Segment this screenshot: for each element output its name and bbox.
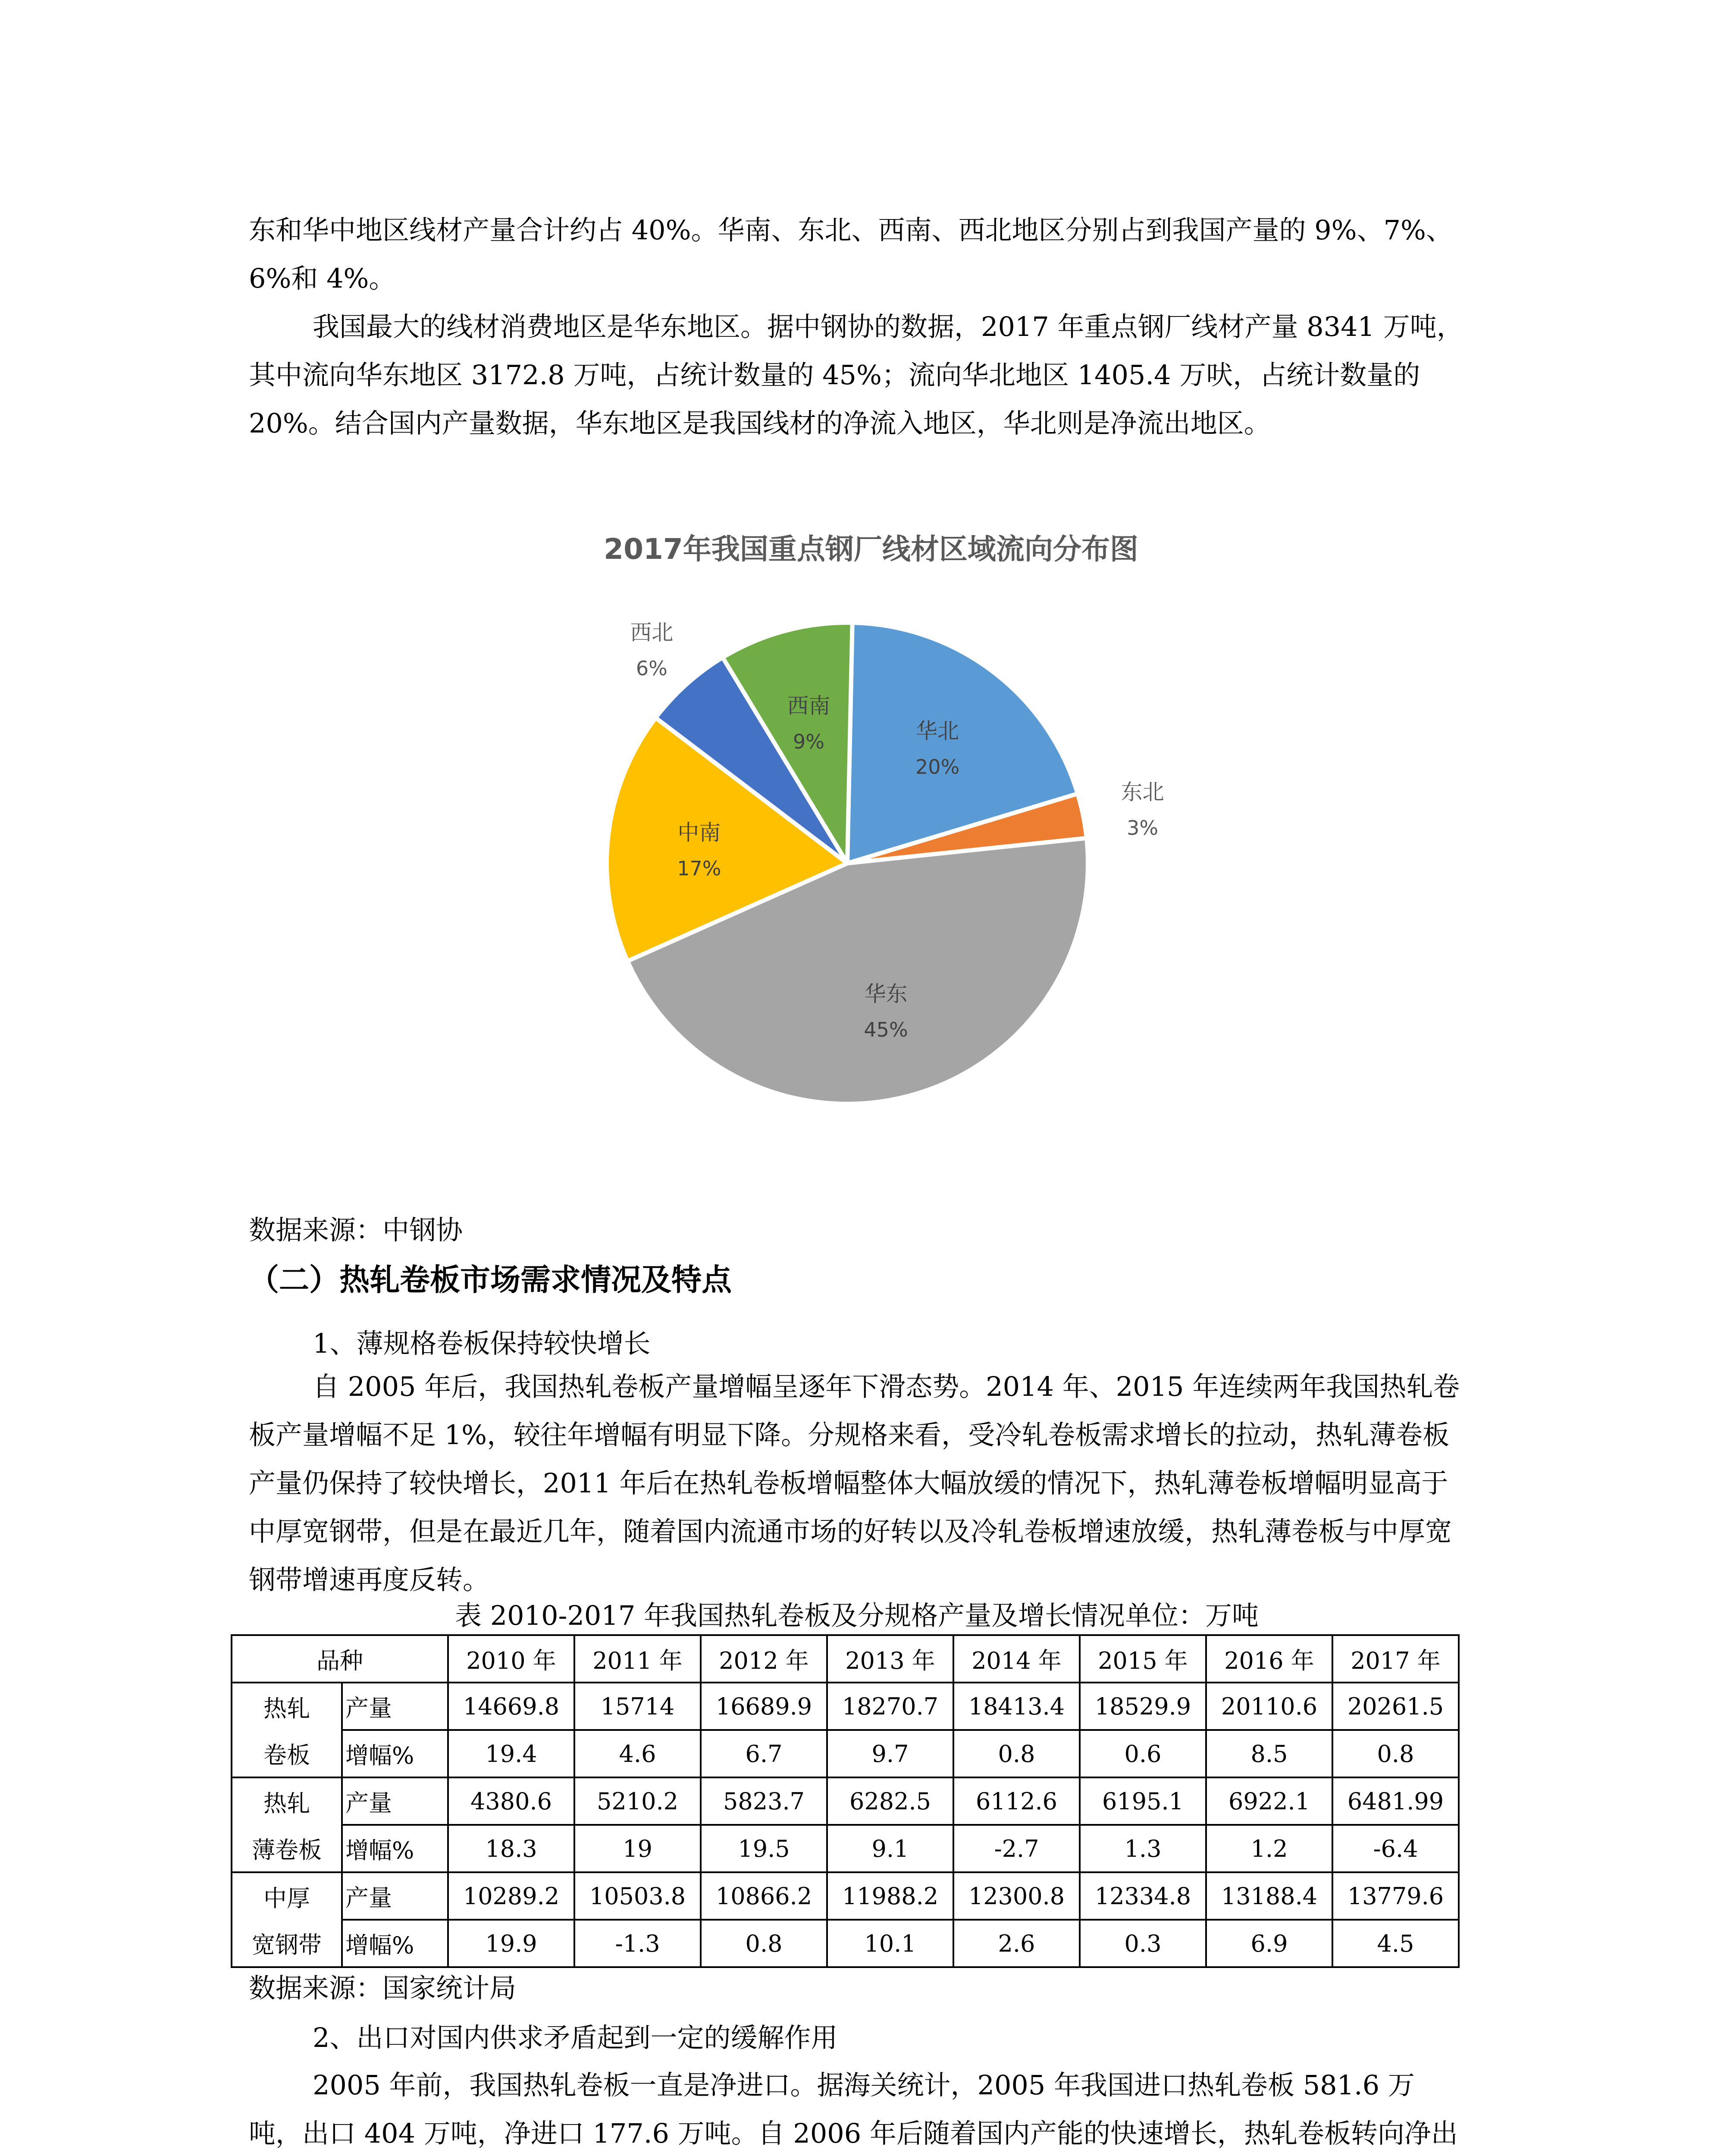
slice-name-label: 西南	[787, 693, 830, 718]
metric-cell: 产量	[342, 1872, 448, 1920]
value-cell: 6.7	[701, 1730, 827, 1777]
slice-name-label: 中南	[677, 820, 721, 846]
value-cell: -6.4	[1332, 1825, 1459, 1872]
subheading-1: 1、薄规格卷板保持较快增长	[313, 1328, 651, 1359]
year-header: 2014 年	[953, 1635, 1080, 1683]
slice-percent-label: 6%	[636, 657, 667, 680]
slice-percent-label: 3%	[1127, 816, 1159, 840]
category-cell: 卷板	[232, 1730, 342, 1777]
section-heading: （二）热轧卷板市场需求情况及特点	[249, 1262, 732, 1297]
value-cell: 2.6	[953, 1920, 1080, 1967]
value-cell: 12334.8	[1080, 1872, 1206, 1920]
table-row	[232, 1683, 1459, 1730]
value-cell: 6282.5	[827, 1777, 953, 1825]
value-cell: 4380.6	[448, 1777, 574, 1825]
value-cell: 8.5	[1206, 1730, 1332, 1777]
value-cell: 20261.5	[1332, 1683, 1459, 1730]
value-cell: 0.3	[1080, 1920, 1206, 1967]
pie-svg	[517, 509, 1225, 1130]
value-cell: -2.7	[953, 1825, 1080, 1872]
value-cell: 10866.2	[701, 1872, 827, 1920]
pie-chart	[517, 509, 1225, 1130]
value-cell: 18413.4	[953, 1683, 1080, 1730]
value-cell: -1.3	[574, 1920, 701, 1967]
value-cell: 12300.8	[953, 1872, 1080, 1920]
value-cell: 1.2	[1206, 1825, 1332, 1872]
table-row	[232, 1777, 1459, 1825]
category-cell: 宽钢带	[232, 1920, 342, 1967]
year-header: 2010 年	[448, 1635, 574, 1683]
value-cell: 4.5	[1332, 1920, 1459, 1967]
value-cell: 20110.6	[1206, 1683, 1332, 1730]
value-cell: 1.3	[1080, 1825, 1206, 1872]
paragraph-4: 2005 年前，我国热轧卷板一直是净进口。据海关统计，2005 年我国进口热轧卷板 581.6 万吨，出口 404 万吨，净进口 177.6 万吨。自 2006 年后随着国内产能的快速增长，热轧卷板转向净出	[249, 2069, 1458, 2149]
slice-percent-label: 17%	[677, 857, 721, 881]
value-cell: 6195.1	[1080, 1777, 1206, 1825]
year-header: 2017 年	[1332, 1635, 1459, 1683]
value-cell: 19.4	[448, 1730, 574, 1777]
value-cell: 5823.7	[701, 1777, 827, 1825]
value-cell: 6.9	[1206, 1920, 1332, 1967]
value-cell: 4.6	[574, 1730, 701, 1777]
slice-percent-label: 9%	[793, 730, 824, 753]
table-corner-cell: 品种	[232, 1635, 448, 1683]
source-note-2: 数据来源：国家统计局	[249, 1972, 517, 2004]
table-row	[232, 1730, 1459, 1777]
category-cell: 热轧	[232, 1777, 342, 1825]
metric-cell: 增幅%	[342, 1920, 448, 1967]
slice-name-label: 华东	[864, 981, 908, 1007]
value-cell: 10.1	[827, 1920, 953, 1967]
value-cell: 15714	[574, 1683, 701, 1730]
metric-cell: 产量	[342, 1683, 448, 1730]
year-header: 2011 年	[574, 1635, 701, 1683]
value-cell: 14669.8	[448, 1683, 574, 1730]
subheading-2: 2、出口对国内供求矛盾起到一定的缓解作用	[313, 2022, 838, 2053]
paragraph-1: 东和华中地区线材产量合计约占 40%。华南、东北、西南、西北地区分别占到我国产量的 9%、7%、6%和 4%。	[249, 214, 1453, 294]
year-header: 2012 年	[701, 1635, 827, 1683]
slice-percent-label: 45%	[864, 1018, 908, 1042]
year-header: 2013 年	[827, 1635, 953, 1683]
table-row	[232, 1825, 1459, 1872]
value-cell: 9.7	[827, 1730, 953, 1777]
paragraph-2: 我国最大的线材消费地区是华东地区。据中钢协的数据，2017 年重点钢厂线材产量 8341 万吨，其中流向华东地区 3172.8 万吨，占统计数量的 45%；流向华北地区 1405.4 万吠，占统计数量的 20%。结合国内产量数据，华东地区是我国线材的净流入地区，华北则是净流出地区。	[249, 311, 1463, 439]
value-cell: 6481.99	[1332, 1777, 1459, 1825]
value-cell: 0.8	[1332, 1730, 1459, 1777]
value-cell: 19.5	[701, 1825, 827, 1872]
value-cell: 11988.2	[827, 1872, 953, 1920]
production-table	[231, 1634, 1460, 1968]
slice-name-label: 东北	[1121, 779, 1164, 805]
slice-percent-label: 20%	[915, 755, 960, 779]
value-cell: 0.6	[1080, 1730, 1206, 1777]
value-cell: 6922.1	[1206, 1777, 1332, 1825]
source-note-1: 数据来源：中钢协	[249, 1214, 463, 1246]
value-cell: 5210.2	[574, 1777, 701, 1825]
table-header-row	[232, 1635, 1459, 1683]
value-cell: 19	[574, 1825, 701, 1872]
table-row	[232, 1872, 1459, 1920]
metric-cell: 增幅%	[342, 1730, 448, 1777]
value-cell: 16689.9	[701, 1683, 827, 1730]
value-cell: 13779.6	[1332, 1872, 1459, 1920]
value-cell: 0.8	[953, 1730, 1080, 1777]
table-row	[232, 1920, 1459, 1967]
value-cell: 6112.6	[953, 1777, 1080, 1825]
paragraph-3: 自 2005 年后，我国热轧卷板产量增幅呈逐年下滑态势。2014 年、2015 年连续两年我国热轧卷板产量增幅不足 1%，较往年增幅有明显下降。分规格来看，受冷轧卷板需求增长的拉动，热轧薄卷板产量仍保持了较快增长，2011 年后在热轧卷板增幅整体大幅放缓的情况下，热轧薄卷板增幅明显高于中厚宽钢带，但是在最近几年，随着国内流通市场的好转以及冷轧卷板增速放缓，热轧薄卷板与中厚宽钢带增速再度反转。	[249, 1371, 1460, 1595]
value-cell: 13188.4	[1206, 1872, 1332, 1920]
metric-cell: 产量	[342, 1777, 448, 1825]
category-cell: 中厚	[232, 1872, 342, 1920]
value-cell: 10289.2	[448, 1872, 574, 1920]
value-cell: 9.1	[827, 1825, 953, 1872]
value-cell: 10503.8	[574, 1872, 701, 1920]
year-header: 2015 年	[1080, 1635, 1206, 1683]
slice-name-label: 华北	[916, 718, 959, 744]
value-cell: 18270.7	[827, 1683, 953, 1730]
category-cell: 热轧	[232, 1683, 342, 1730]
value-cell: 0.8	[701, 1920, 827, 1967]
table-caption: 表 2010-2017 年我国热轧卷板及分规格产量及增长情况单位：万吨	[455, 1600, 1259, 1631]
metric-cell: 增幅%	[342, 1825, 448, 1872]
value-cell: 18529.9	[1080, 1683, 1206, 1730]
year-header: 2016 年	[1206, 1635, 1332, 1683]
value-cell: 18.3	[448, 1825, 574, 1872]
category-cell: 薄卷板	[232, 1825, 342, 1872]
chart-title: 2017年我国重点钢厂线材区域流向分布图	[604, 533, 1138, 566]
slice-name-label: 西北	[630, 620, 674, 646]
value-cell: 19.9	[448, 1920, 574, 1967]
